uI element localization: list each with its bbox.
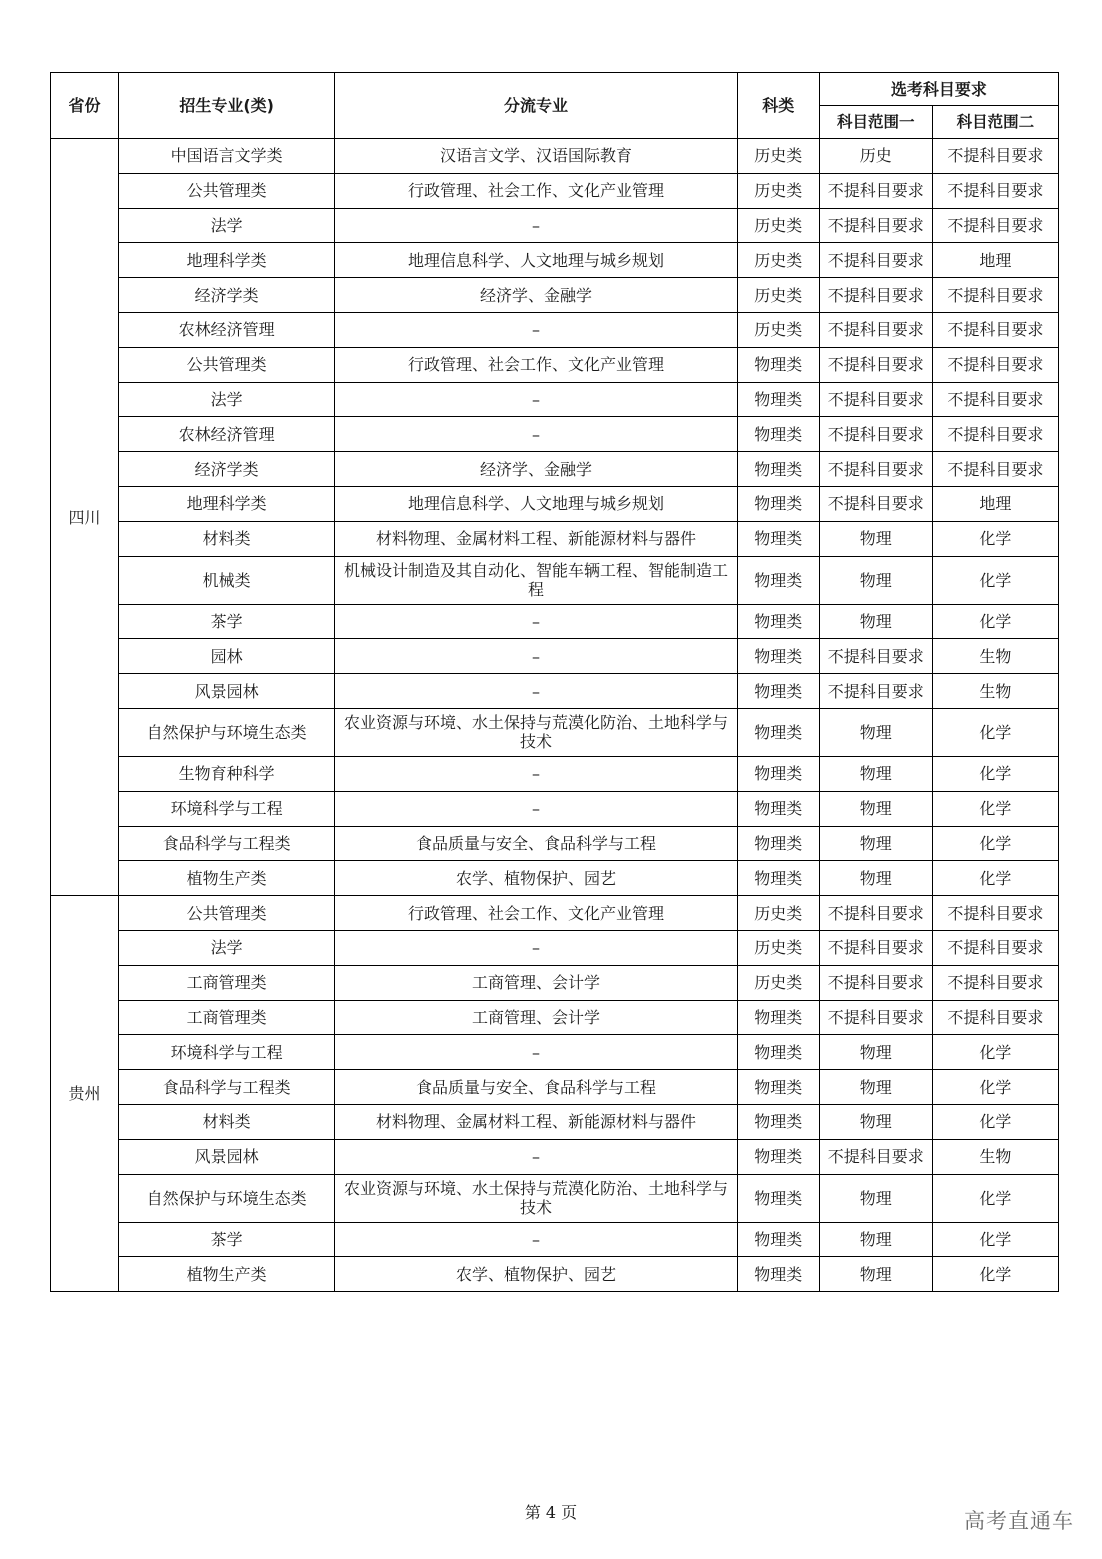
range-one-cell: 不提科目要求 — [819, 930, 932, 965]
range-two-cell: 化学 — [932, 1070, 1058, 1105]
category-cell: 物理类 — [737, 756, 819, 791]
range-two-cell: 化学 — [932, 1257, 1058, 1292]
category-cell: 物理类 — [737, 674, 819, 709]
range-two-cell: 不提科目要求 — [932, 278, 1058, 313]
category-cell: 物理类 — [737, 1139, 819, 1174]
major-cell: 植物生产类 — [119, 861, 335, 896]
split-major-cell: 行政管理、社会工作、文化产业管理 — [335, 347, 737, 382]
category-cell: 物理类 — [737, 382, 819, 417]
range-two-cell: 化学 — [932, 1035, 1058, 1070]
category-cell: 历史类 — [737, 208, 819, 243]
range-one-cell: 不提科目要求 — [819, 208, 932, 243]
split-major-cell: – — [335, 312, 737, 347]
major-cell: 生物育种科学 — [119, 756, 335, 791]
range-one-cell: 物理 — [819, 1070, 932, 1105]
category-cell: 历史类 — [737, 930, 819, 965]
header-range-one: 科目范围一 — [819, 106, 932, 139]
major-cell: 地理科学类 — [119, 243, 335, 278]
table-row — [51, 1070, 1059, 1105]
range-one-cell: 物理 — [819, 708, 932, 756]
split-major-cell: – — [335, 1035, 737, 1070]
range-two-cell: 地理 — [932, 243, 1058, 278]
table-row — [51, 243, 1059, 278]
header-category: 科类 — [737, 73, 819, 139]
range-two-cell: 化学 — [932, 791, 1058, 826]
category-cell: 历史类 — [737, 243, 819, 278]
table-row — [51, 417, 1059, 452]
range-two-cell: 不提科目要求 — [932, 139, 1058, 174]
table-row — [51, 965, 1059, 1000]
category-cell: 历史类 — [737, 896, 819, 931]
category-cell: 历史类 — [737, 278, 819, 313]
major-cell: 食品科学与工程类 — [119, 1070, 335, 1105]
split-major-cell: 材料物理、金属材料工程、新能源材料与器件 — [335, 1104, 737, 1139]
range-one-cell: 物理 — [819, 826, 932, 861]
split-major-cell: 食品质量与安全、食品科学与工程 — [335, 826, 737, 861]
table-row — [51, 1222, 1059, 1257]
major-cell: 环境科学与工程 — [119, 791, 335, 826]
major-cell: 园林 — [119, 639, 335, 674]
split-major-cell: 工商管理、会计学 — [335, 965, 737, 1000]
table-row — [51, 173, 1059, 208]
range-one-cell: 物理 — [819, 791, 932, 826]
range-two-cell: 化学 — [932, 1222, 1058, 1257]
major-cell: 经济学类 — [119, 452, 335, 487]
range-two-cell: 不提科目要求 — [932, 452, 1058, 487]
range-two-cell: 化学 — [932, 521, 1058, 556]
range-two-cell: 化学 — [932, 556, 1058, 604]
category-cell: 历史类 — [737, 173, 819, 208]
table-row — [51, 312, 1059, 347]
table-row — [51, 208, 1059, 243]
split-major-cell: – — [335, 756, 737, 791]
major-cell: 茶学 — [119, 604, 335, 639]
category-cell: 物理类 — [737, 347, 819, 382]
major-cell: 自然保护与环境生态类 — [119, 708, 335, 756]
range-one-cell: 不提科目要求 — [819, 382, 932, 417]
table-row — [51, 708, 1059, 756]
split-major-cell: 经济学、金融学 — [335, 278, 737, 313]
table-row — [51, 382, 1059, 417]
category-cell: 物理类 — [737, 791, 819, 826]
range-one-cell: 不提科目要求 — [819, 639, 932, 674]
split-major-cell: 机械设计制造及其自动化、智能车辆工程、智能制造工程 — [335, 556, 737, 604]
split-major-cell: 经济学、金融学 — [335, 452, 737, 487]
split-major-cell: 农业资源与环境、水土保持与荒漠化防治、土地科学与技术 — [335, 708, 737, 756]
range-two-cell: 不提科目要求 — [932, 173, 1058, 208]
range-two-cell: 不提科目要求 — [932, 312, 1058, 347]
major-cell: 法学 — [119, 382, 335, 417]
range-one-cell: 不提科目要求 — [819, 1000, 932, 1035]
split-major-cell: – — [335, 791, 737, 826]
major-cell: 经济学类 — [119, 278, 335, 313]
header-range-two: 科目范围二 — [932, 106, 1058, 139]
range-one-cell: 不提科目要求 — [819, 243, 932, 278]
category-cell: 物理类 — [737, 826, 819, 861]
major-cell: 公共管理类 — [119, 173, 335, 208]
table-row — [51, 756, 1059, 791]
table-row — [51, 347, 1059, 382]
split-major-cell: 农学、植物保护、园艺 — [335, 861, 737, 896]
table-row — [51, 1035, 1059, 1070]
range-one-cell: 不提科目要求 — [819, 896, 932, 931]
split-major-cell: 地理信息科学、人文地理与城乡规划 — [335, 243, 737, 278]
range-two-cell: 不提科目要求 — [932, 896, 1058, 931]
major-cell: 公共管理类 — [119, 896, 335, 931]
split-major-cell: 行政管理、社会工作、文化产业管理 — [335, 896, 737, 931]
major-cell: 材料类 — [119, 521, 335, 556]
range-two-cell: 不提科目要求 — [932, 347, 1058, 382]
table-row — [51, 674, 1059, 709]
table-row — [51, 1139, 1059, 1174]
major-cell: 茶学 — [119, 1222, 335, 1257]
range-one-cell: 物理 — [819, 521, 932, 556]
range-two-cell: 化学 — [932, 604, 1058, 639]
range-one-cell: 不提科目要求 — [819, 417, 932, 452]
range-two-cell: 不提科目要求 — [932, 382, 1058, 417]
major-cell: 自然保护与环境生态类 — [119, 1174, 335, 1222]
table-row — [51, 791, 1059, 826]
table-body — [51, 139, 1059, 1292]
split-major-cell: 工商管理、会计学 — [335, 1000, 737, 1035]
split-major-cell: – — [335, 639, 737, 674]
range-one-cell: 不提科目要求 — [819, 452, 932, 487]
category-cell: 物理类 — [737, 1000, 819, 1035]
range-one-cell: 不提科目要求 — [819, 965, 932, 1000]
category-cell: 物理类 — [737, 1174, 819, 1222]
category-cell: 物理类 — [737, 521, 819, 556]
split-major-cell: – — [335, 674, 737, 709]
page-number: 第 4 页 — [524, 1503, 578, 1522]
range-two-cell: 不提科目要求 — [932, 208, 1058, 243]
table-row — [51, 521, 1059, 556]
category-cell: 物理类 — [737, 861, 819, 896]
table-row — [51, 452, 1059, 487]
range-two-cell: 生物 — [932, 1139, 1058, 1174]
split-major-cell: – — [335, 382, 737, 417]
header-major: 招生专业(类) — [119, 73, 335, 139]
category-cell: 物理类 — [737, 604, 819, 639]
range-one-cell: 不提科目要求 — [819, 312, 932, 347]
range-one-cell: 不提科目要求 — [819, 674, 932, 709]
split-major-cell: – — [335, 604, 737, 639]
range-two-cell: 不提科目要求 — [932, 965, 1058, 1000]
range-one-cell: 物理 — [819, 1174, 932, 1222]
split-major-cell: – — [335, 1139, 737, 1174]
table-row — [51, 1174, 1059, 1222]
major-cell: 中国语言文学类 — [119, 139, 335, 174]
range-two-cell: 不提科目要求 — [932, 1000, 1058, 1035]
split-major-cell: 地理信息科学、人文地理与城乡规划 — [335, 486, 737, 521]
range-one-cell: 不提科目要求 — [819, 1139, 932, 1174]
category-cell: 历史类 — [737, 312, 819, 347]
range-two-cell: 不提科目要求 — [932, 930, 1058, 965]
table-row — [51, 639, 1059, 674]
major-cell: 植物生产类 — [119, 1257, 335, 1292]
category-cell: 物理类 — [737, 452, 819, 487]
header-split-major: 分流专业 — [335, 73, 737, 139]
table-row — [51, 139, 1059, 174]
category-cell: 物理类 — [737, 1222, 819, 1257]
major-cell: 法学 — [119, 208, 335, 243]
split-major-cell: 农学、植物保护、园艺 — [335, 1257, 737, 1292]
range-one-cell: 物理 — [819, 861, 932, 896]
table-row — [51, 1257, 1059, 1292]
major-cell: 公共管理类 — [119, 347, 335, 382]
major-cell: 法学 — [119, 930, 335, 965]
category-cell: 物理类 — [737, 639, 819, 674]
province-cell: 四川 — [51, 139, 119, 896]
range-one-cell: 物理 — [819, 1257, 932, 1292]
split-major-cell: 汉语言文学、汉语国际教育 — [335, 139, 737, 174]
category-cell: 历史类 — [737, 965, 819, 1000]
range-one-cell: 历史 — [819, 139, 932, 174]
major-cell: 工商管理类 — [119, 1000, 335, 1035]
range-two-cell: 化学 — [932, 756, 1058, 791]
range-two-cell: 化学 — [932, 708, 1058, 756]
split-major-cell: – — [335, 208, 737, 243]
range-one-cell: 不提科目要求 — [819, 173, 932, 208]
major-cell: 风景园林 — [119, 1139, 335, 1174]
category-cell: 物理类 — [737, 556, 819, 604]
range-one-cell: 物理 — [819, 1035, 932, 1070]
major-cell: 机械类 — [119, 556, 335, 604]
range-two-cell: 地理 — [932, 486, 1058, 521]
table-row — [51, 486, 1059, 521]
table-row — [51, 861, 1059, 896]
major-cell: 风景园林 — [119, 674, 335, 709]
range-two-cell: 生物 — [932, 639, 1058, 674]
header-province: 省份 — [51, 73, 119, 139]
table-row — [51, 930, 1059, 965]
subject-requirements-table — [50, 72, 1059, 1292]
watermark: 高考直通车 — [964, 1509, 1074, 1533]
province-cell: 贵州 — [51, 896, 119, 1292]
major-cell: 农林经济管理 — [119, 312, 335, 347]
range-one-cell: 不提科目要求 — [819, 278, 932, 313]
category-cell: 物理类 — [737, 486, 819, 521]
range-one-cell: 物理 — [819, 756, 932, 791]
range-one-cell: 物理 — [819, 604, 932, 639]
category-cell: 物理类 — [737, 1035, 819, 1070]
table-row — [51, 1104, 1059, 1139]
range-one-cell: 物理 — [819, 1104, 932, 1139]
major-cell: 环境科学与工程 — [119, 1035, 335, 1070]
split-major-cell: – — [335, 417, 737, 452]
range-one-cell: 不提科目要求 — [819, 486, 932, 521]
split-major-cell: 农业资源与环境、水土保持与荒漠化防治、土地科学与技术 — [335, 1174, 737, 1222]
table-row — [51, 278, 1059, 313]
major-cell: 地理科学类 — [119, 486, 335, 521]
split-major-cell: 食品质量与安全、食品科学与工程 — [335, 1070, 737, 1105]
range-two-cell: 化学 — [932, 1104, 1058, 1139]
category-cell: 物理类 — [737, 708, 819, 756]
range-one-cell: 物理 — [819, 556, 932, 604]
category-cell: 历史类 — [737, 139, 819, 174]
split-major-cell: 材料物理、金属材料工程、新能源材料与器件 — [335, 521, 737, 556]
range-two-cell: 化学 — [932, 861, 1058, 896]
major-cell: 材料类 — [119, 1104, 335, 1139]
table-row — [51, 896, 1059, 931]
split-major-cell: – — [335, 930, 737, 965]
split-major-cell: 行政管理、社会工作、文化产业管理 — [335, 173, 737, 208]
table-row — [51, 1000, 1059, 1035]
range-two-cell: 化学 — [932, 1174, 1058, 1222]
category-cell: 物理类 — [737, 1104, 819, 1139]
range-one-cell: 不提科目要求 — [819, 347, 932, 382]
major-cell: 食品科学与工程类 — [119, 826, 335, 861]
table-row — [51, 556, 1059, 604]
header-subject-requirement: 选考科目要求 — [819, 73, 1058, 106]
table-row — [51, 826, 1059, 861]
range-two-cell: 不提科目要求 — [932, 417, 1058, 452]
range-two-cell: 化学 — [932, 826, 1058, 861]
category-cell: 物理类 — [737, 417, 819, 452]
table-row — [51, 604, 1059, 639]
category-cell: 物理类 — [737, 1257, 819, 1292]
major-cell: 工商管理类 — [119, 965, 335, 1000]
split-major-cell: – — [335, 1222, 737, 1257]
range-one-cell: 物理 — [819, 1222, 932, 1257]
category-cell: 物理类 — [737, 1070, 819, 1105]
range-two-cell: 生物 — [932, 674, 1058, 709]
major-cell: 农林经济管理 — [119, 417, 335, 452]
